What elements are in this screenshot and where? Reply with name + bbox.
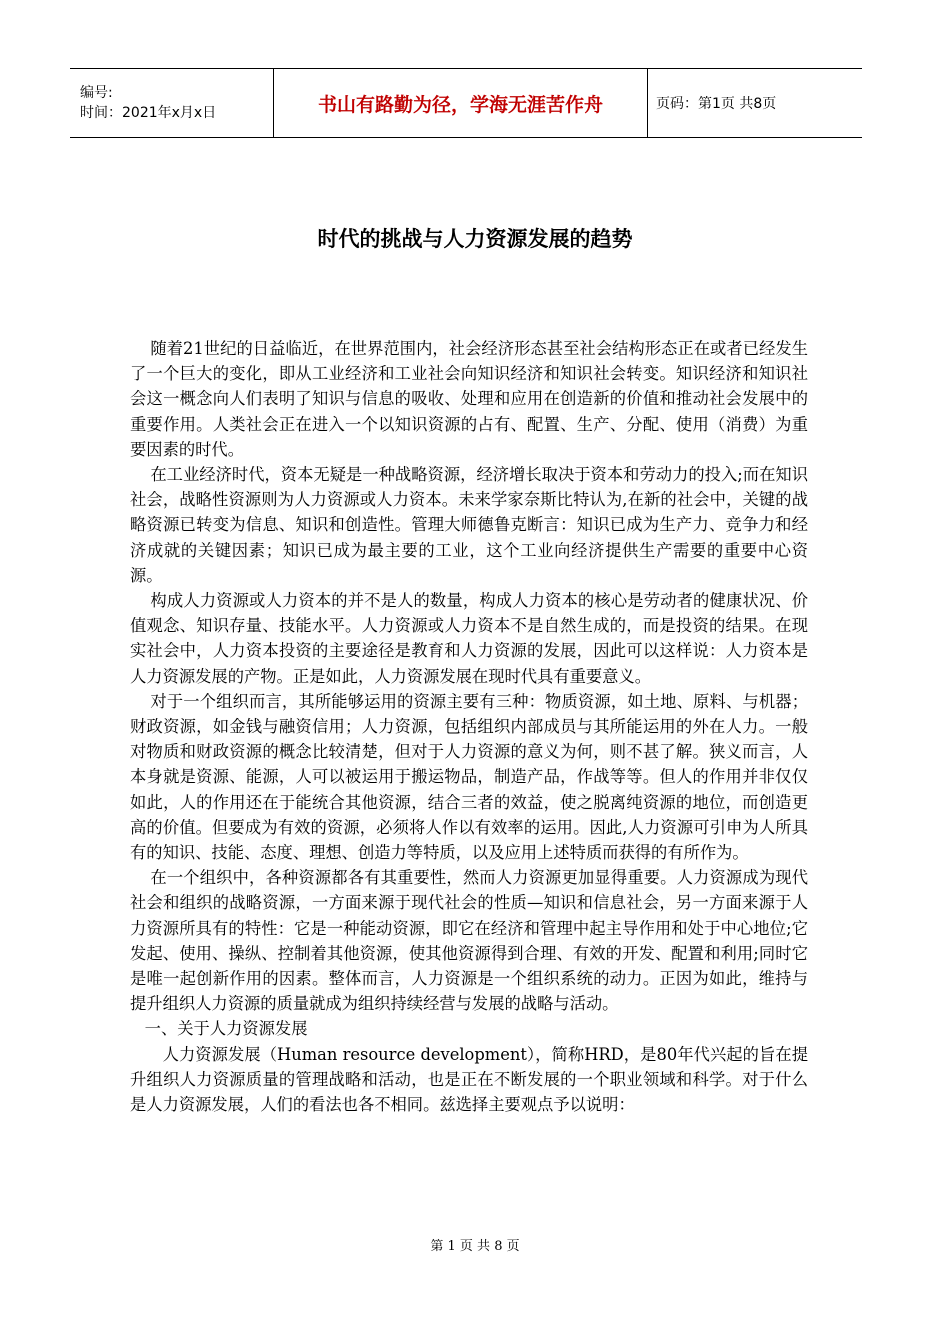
document-body — [130, 336, 808, 1117]
header-meta — [70, 69, 273, 137]
body-paragraph: 随着21世纪的日益临近，在世界范围内，社会经济形态甚至社会结构形态正在或者已经发生了一个巨大的变化，即从工业经济和工业社会向知识经济和知识社会转变。知识经济和知识社会这一概念向人们表明了知识与信息的吸收、处理和应用在创造新的价值和推动社会发展中的重要作用。人类社会正在进入一个以知识资源的占有、配置、生产、分配、使用（消费）为重要因素的时代。 — [130, 339, 808, 459]
document-header — [70, 68, 862, 138]
document-title: 时代的挑战与人力资源发展的趋势 — [317, 227, 633, 251]
document-number-label: 编号: — [80, 85, 113, 101]
body-paragraph: 人力资源发展（Human resource development），简称HRD，是80年代兴起的旨在提升组织人力资源质量的管理战略和活动，也是正在不断发展的一个职业领域和科学。对于什么是人力资源发展，人们的看法也各不相同。兹选择主要观点予以说明： — [130, 1044, 808, 1115]
header-motto: 书山有路勤为径，学海无涯苦作舟 — [317, 93, 603, 116]
header-page-info: 页码：第1页 共8页 — [656, 96, 777, 112]
header-motto-cell — [273, 69, 648, 137]
section-heading: 一、关于人力资源发展 — [144, 1019, 308, 1039]
document-time-label: 时间：2021年x月x日 — [80, 105, 217, 121]
body-paragraph: 在工业经济时代，资本无疑是一种战略资源，经济增长取决于资本和劳动力的投入;而在知识社会，战略性资源则为人力资源或人力资本。未来学家奈斯比特认为,在新的社会中，关键的战略资源已转变为信息、知识和创造性。管理大师德鲁克断言：知识已成为生产力、竞争力和经济成就的关键因素；知识已成为最主要的工业，这个工业向经济提供生产需要的重要中心资源。 — [130, 465, 808, 585]
header-page-cell — [648, 69, 862, 137]
body-paragraph: 在一个组织中，各种资源都各有其重要性，然而人力资源更加显得重要。人力资源成为现代社会和组织的战略资源，一方面来源于现代社会的性质—知识和信息社会，另一方面来源于人力资源所具有的特性：它是一种能动资源，即它在经济和管理中起主导作用和处于中心地位;它发起、使用、操纵、控制着其他资源，使其他资源得到合理、有效的开发、配置和利用;同时它是唯一起创新作用的因素。整体而言，人力资源是一个组织系统的动力。正因为如此，维持与提升组织人力资源的质量就成为组织持续经营与发展的战略与活动。 — [130, 868, 808, 1014]
page-footer: 第 1 页 共 8 页 — [430, 1239, 520, 1254]
body-paragraph: 对于一个组织而言，其所能够运用的资源主要有三种：物质资源，如土地、原料、与机器；财政资源，如金钱与融资信用；人力资源，包括组织内部成员与其所能运用的外在人力。一般对物质和财政资源的概念比较清楚，但对于人力资源的意义为何，则不甚了解。狭义而言，人本身就是资源、能源，人可以被运用于搬运物品，制造产品，作战等等。但人的作用并非仅仅如此，人的作用还在于能统合其他资源，结合三者的效益，使之脱离纯资源的地位，而创造更高的价值。但要成为有效的资源，必须将人作以有效率的运用。因此,人力资源可引申为人所具有的知识、技能、态度、理想、创造力等特质，以及应用上述特质而获得的有所作为。 — [130, 691, 808, 863]
body-paragraph: 构成人力资源或人力资本的并不是人的数量，构成人力资本的核心是劳动者的健康状况、价值观念、知识存量、技能水平。人力资源或人力资本不是自然生成的，而是投资的结果。在现实社会中，人力资本投资的主要途径是教育和人力资源的发展，因此可以这样说：人力资本是人力资源发展的产物。正是如此，人力资源发展在现时代具有重要意义。 — [130, 591, 808, 686]
